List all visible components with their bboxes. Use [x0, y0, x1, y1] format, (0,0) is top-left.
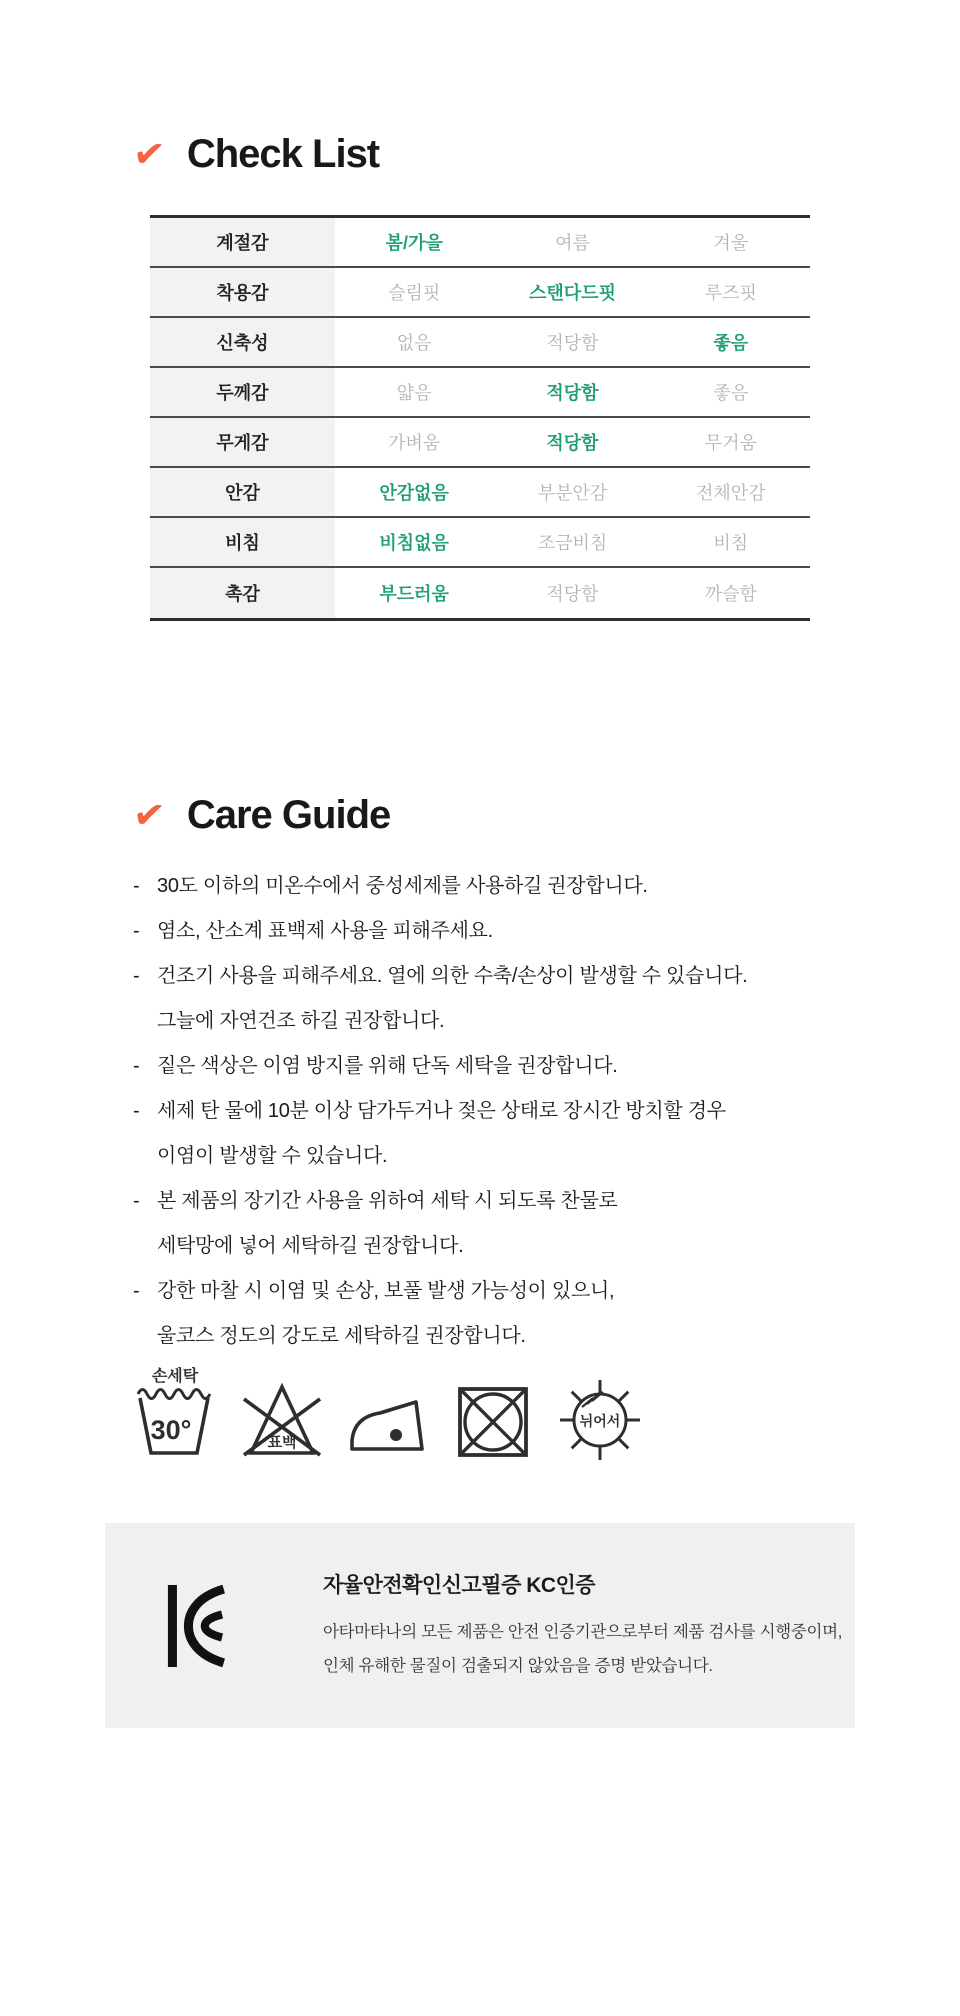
bullet-dash: - [133, 1055, 140, 1077]
option: 슬림핏 [388, 283, 441, 303]
option-selected: 적당함 [546, 433, 599, 453]
care-line [133, 1044, 960, 1089]
bullet-dash: - [133, 1190, 140, 1212]
care-text: 염소, 산소계 표백제 사용을 피해주세요. [157, 920, 493, 942]
care-line [133, 909, 960, 954]
row-label: 두께감 [150, 368, 335, 416]
care-text: 건조기 사용을 피해주세요. 열에 의한 수축/손상이 발생할 수 있습니다. [157, 965, 748, 987]
row-label: 신축성 [150, 318, 335, 366]
care-text: 그늘에 자연건조 하길 권장합니다. [157, 1010, 445, 1032]
option: 비침 [713, 533, 749, 553]
dry-flat-shade-icon [552, 1365, 648, 1461]
care-guide-title: Care Guide [186, 793, 391, 837]
no-tumble-dry-icon [450, 1365, 538, 1461]
row-label: 안감 [150, 468, 335, 516]
care-text: 이염이 발생할 수 있습니다. [157, 1145, 388, 1167]
option: 조금비침 [537, 533, 608, 553]
row-label: 무게감 [150, 418, 335, 466]
kc-body [323, 1615, 842, 1683]
bullet-dash: - [133, 1100, 140, 1122]
option: 전체안감 [696, 483, 766, 503]
checklist-title: Check List [186, 132, 380, 176]
table-row-stretch [150, 318, 810, 368]
care-text: 짙은 색상은 이염 방지를 위해 단독 세탁을 권장합니다. [157, 1055, 618, 1077]
care-line [133, 1179, 960, 1224]
care-line [133, 1224, 960, 1269]
bullet-dash [133, 1314, 157, 1359]
care-line [133, 864, 960, 909]
kc-body-line1: 아타마타나의 모든 제품은 안전 인증기관으로부터 제품 검사를 시행중이며, [323, 1622, 843, 1641]
care-text: 강한 마찰 시 이염 및 손상, 보풀 발생 가능성이 있으니, [157, 1280, 615, 1302]
bleach-label: 표백 [267, 1434, 297, 1451]
option-selected: 비침없음 [379, 533, 449, 553]
option: 여름 [555, 233, 590, 253]
table-row-thickness [150, 368, 810, 418]
option: 적당함 [546, 333, 599, 353]
table-row-season [150, 218, 810, 268]
bullet-dash: - [133, 875, 140, 897]
option-selected: 봄/가을 [385, 233, 443, 253]
option: 좋음 [713, 383, 749, 403]
option: 겨울 [713, 233, 749, 253]
option: 부분안감 [537, 483, 608, 503]
care-text: 본 제품의 장기간 사용을 위하여 세탁 시 되도록 찬물로 [157, 1190, 618, 1212]
option: 무거움 [704, 433, 757, 453]
bullet-dash [133, 1134, 157, 1179]
care-symbols-row [128, 1365, 960, 1461]
no-bleach-icon [234, 1365, 330, 1461]
care-line [133, 1134, 960, 1179]
option: 가벼움 [388, 433, 441, 453]
row-label: 비침 [150, 518, 335, 566]
table-row-weight [150, 418, 810, 468]
checklist-table [150, 215, 810, 621]
option: 까슬함 [704, 584, 757, 604]
option-selected: 좋음 [713, 333, 749, 353]
care-text: 세제 탄 물에 10분 이상 담가두거나 젖은 상태로 장시간 방치할 경우 [157, 1100, 726, 1122]
option-selected: 안감없음 [379, 483, 449, 503]
kc-body-line2: 인체 유해한 물질이 검출되지 않았음을 증명 받았습니다. [323, 1656, 713, 1675]
table-row-fit [150, 268, 810, 318]
care-text: 30도 이하의 미온수에서 중성세제를 사용하길 권장합니다. [157, 875, 648, 897]
bullet-dash: - [133, 920, 140, 942]
care-line [133, 1314, 960, 1359]
dryflat-label: 뉘어서 [579, 1413, 621, 1429]
handwash-label: 손세탁 [151, 1368, 199, 1385]
row-label: 착용감 [150, 268, 335, 316]
checkmark-icon: ✔ [130, 792, 167, 839]
care-text: 세탁망에 넣어 세탁하길 권장합니다. [157, 1235, 464, 1257]
care-line [133, 1269, 960, 1314]
bullet-dash [133, 999, 157, 1044]
care-text: 울코스 정도의 강도로 세탁하길 권장합니다. [157, 1325, 526, 1347]
option: 루즈핏 [704, 283, 757, 303]
table-row-sheerness [150, 518, 810, 568]
option-selected: 스탠다드핏 [529, 283, 616, 303]
option: 얇음 [396, 383, 432, 403]
care-guide-section-header [130, 792, 960, 839]
row-label: 촉감 [150, 568, 335, 618]
checkmark-icon: ✔ [130, 131, 167, 178]
care-line [133, 999, 960, 1044]
bullet-dash: - [133, 1280, 140, 1302]
row-label: 계절감 [150, 218, 335, 266]
kc-title: 자율안전확인신고필증 KC인증 [323, 1573, 596, 1597]
product-detail-page [0, 132, 960, 2016]
handwash-30-icon [128, 1365, 220, 1461]
handwash-temperature: 30° [150, 1415, 192, 1445]
option: 없음 [396, 333, 432, 353]
table-row-texture [150, 568, 810, 618]
iron-low-icon [344, 1365, 436, 1461]
kc-mark-icon [163, 1576, 245, 1676]
checklist-section-header [130, 131, 960, 178]
option-selected: 부드러움 [379, 584, 449, 604]
option-selected: 적당함 [546, 383, 599, 403]
option: 적당함 [546, 584, 599, 604]
kc-certification-panel [105, 1523, 855, 1728]
bullet-dash [133, 1224, 157, 1269]
care-line [133, 954, 960, 999]
kc-text-block [323, 1569, 842, 1683]
table-row-lining [150, 468, 810, 518]
care-guide-list [133, 864, 960, 1359]
care-line [133, 1089, 960, 1134]
bullet-dash: - [133, 965, 140, 987]
